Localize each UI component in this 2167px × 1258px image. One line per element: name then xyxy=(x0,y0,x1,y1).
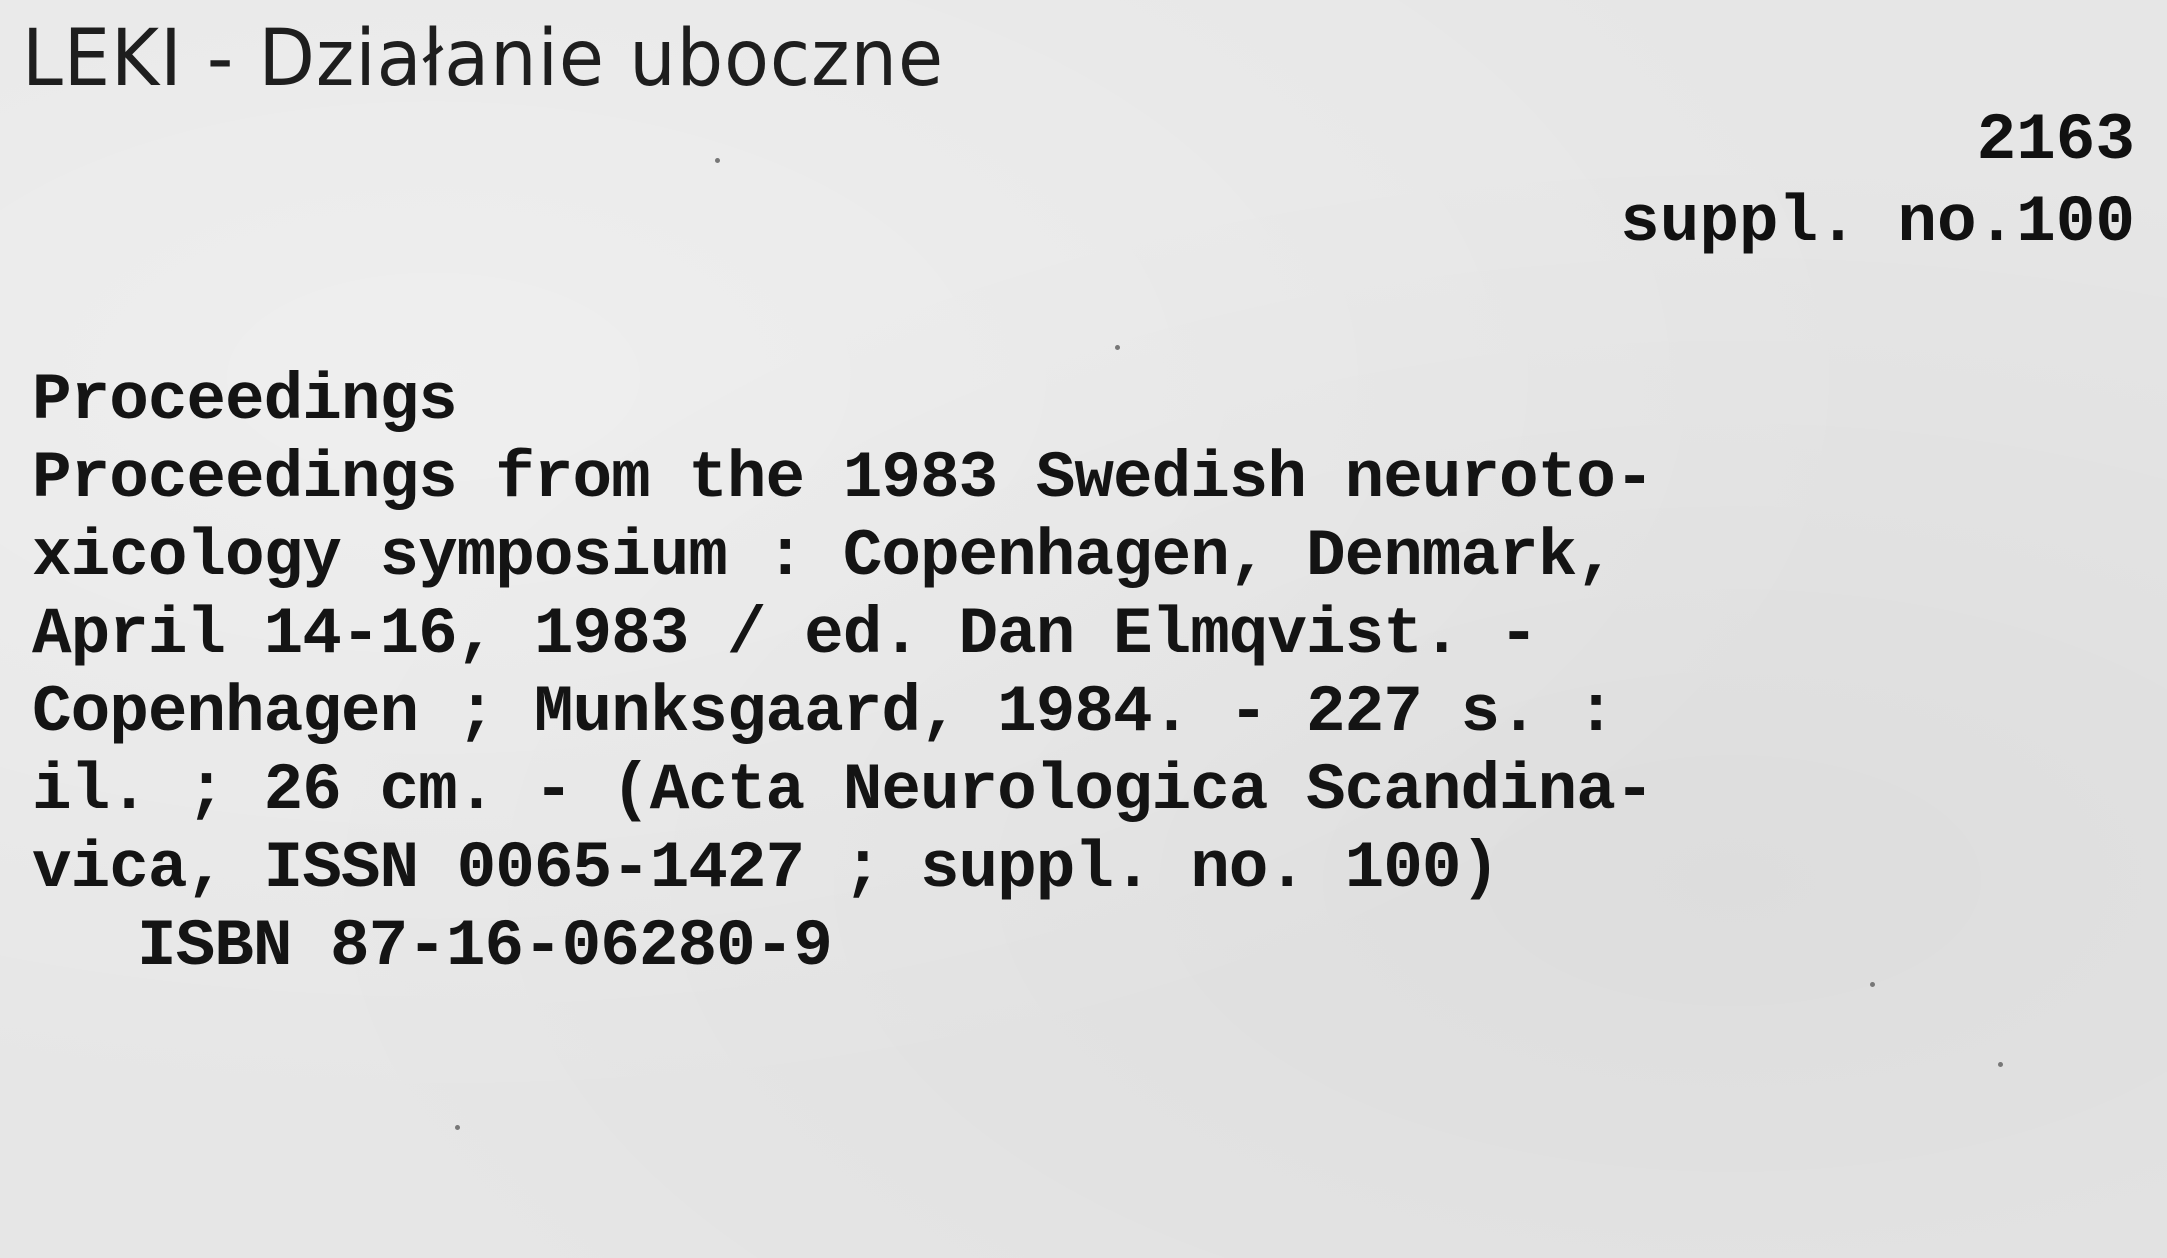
entry-line: vica, ISSN 0065-1427 ; suppl. no. 100) xyxy=(32,831,1500,906)
paper-speck xyxy=(455,1125,460,1130)
paper-speck xyxy=(1115,345,1120,350)
subject-heading: LEKI - Działanie uboczne xyxy=(22,14,945,104)
entry-line: Copenhagen ; Munksgaard, 1984. - 227 s. : xyxy=(32,675,1615,750)
entry-line: xicology symposium : Copenhagen, Denmark, xyxy=(32,519,1615,594)
call-number xyxy=(1620,100,2135,264)
call-number-supplement: suppl. no.100 xyxy=(1620,185,2135,260)
paper-speck xyxy=(1998,1062,2003,1067)
bibliographic-entry xyxy=(32,362,1653,986)
paper-speck xyxy=(715,158,720,163)
call-number-value: 2163 xyxy=(1976,103,2135,178)
entry-line: April 14-16, 1983 / ed. Dan Elmqvist. - xyxy=(32,597,1538,672)
entry-title-heading: Proceedings xyxy=(32,363,457,438)
isbn-line: ISBN 87-16-06280-9 xyxy=(137,909,832,984)
entry-line: Proceedings from the 1983 Swedish neuroto- xyxy=(32,441,1654,516)
paper-speck xyxy=(1870,982,1875,987)
entry-line: il. ; 26 cm. - (Acta Neurologica Scandina- xyxy=(32,753,1654,828)
